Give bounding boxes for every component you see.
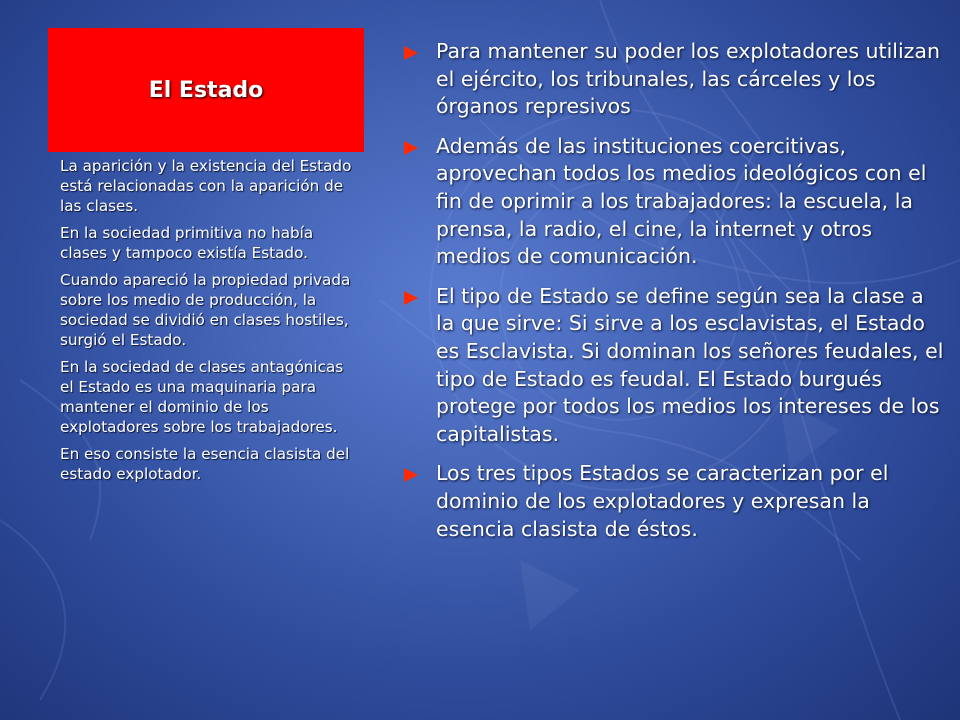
triangle-right-arrow-icon: [404, 468, 418, 482]
bullet-text-1: Para mantener su poder los explotadores utilizan el ejército, los tribunales, las cárceles y los órganos represivos: [436, 39, 940, 119]
triangle-right-arrow-icon: [404, 291, 418, 305]
left-paragraph-3: Cuando apareció la propiedad privada sobre los medio de producción, la sociedad se dividió en clases hostiles, surgió el Estado.: [60, 271, 351, 349]
slide-title: El Estado: [148, 77, 264, 103]
bullet-item-3: [398, 283, 944, 449]
bullet-text-2: Además de las instituciones coercitivas, aprovechan todos los medios ideológicos con el fin de oprimir a los trabajadores: la escuela, la prensa, la radio, el cine, la internet y otros medios de comunicación.: [436, 133, 927, 269]
bullet-list: [398, 38, 944, 555]
bullet-item-1: [398, 38, 944, 121]
left-paragraph-2: En la sociedad primitiva no había clases y tampoco existía Estado.: [60, 224, 314, 262]
left-paragraph-1: La aparición y la existencia del Estado está relacionadas con la aparición de las clases.: [60, 157, 352, 215]
bullet-text-4: Los tres tipos Estados se caracterizan por el dominio de los explotadores y expresan la esencia clasista de éstos.: [436, 461, 889, 541]
bullet-item-4: [398, 460, 944, 543]
bullet-item-2: [398, 133, 944, 271]
left-paragraph-5: En eso consiste la esencia clasista del estado explotador.: [60, 445, 350, 483]
bullet-text-3: El tipo de Estado se define según sea la clase a la que sirve: Si sirve a los esclavistas, el Estado es Esclavista. Si dominan los señores feudales, el tipo de Estado es feudal. El Estado burgués protege por todos los medios los intereses de los capitalistas.: [436, 283, 944, 446]
left-text-column: [60, 156, 360, 491]
left-paragraph-4: En la sociedad de clases antagónicas el Estado es una maquinaria para mantener el dominio de los explotadores sobre los trabajadores.: [60, 358, 344, 436]
triangle-right-arrow-icon: [404, 46, 418, 60]
triangle-right-arrow-icon: [404, 141, 418, 155]
title-box: [48, 28, 364, 152]
